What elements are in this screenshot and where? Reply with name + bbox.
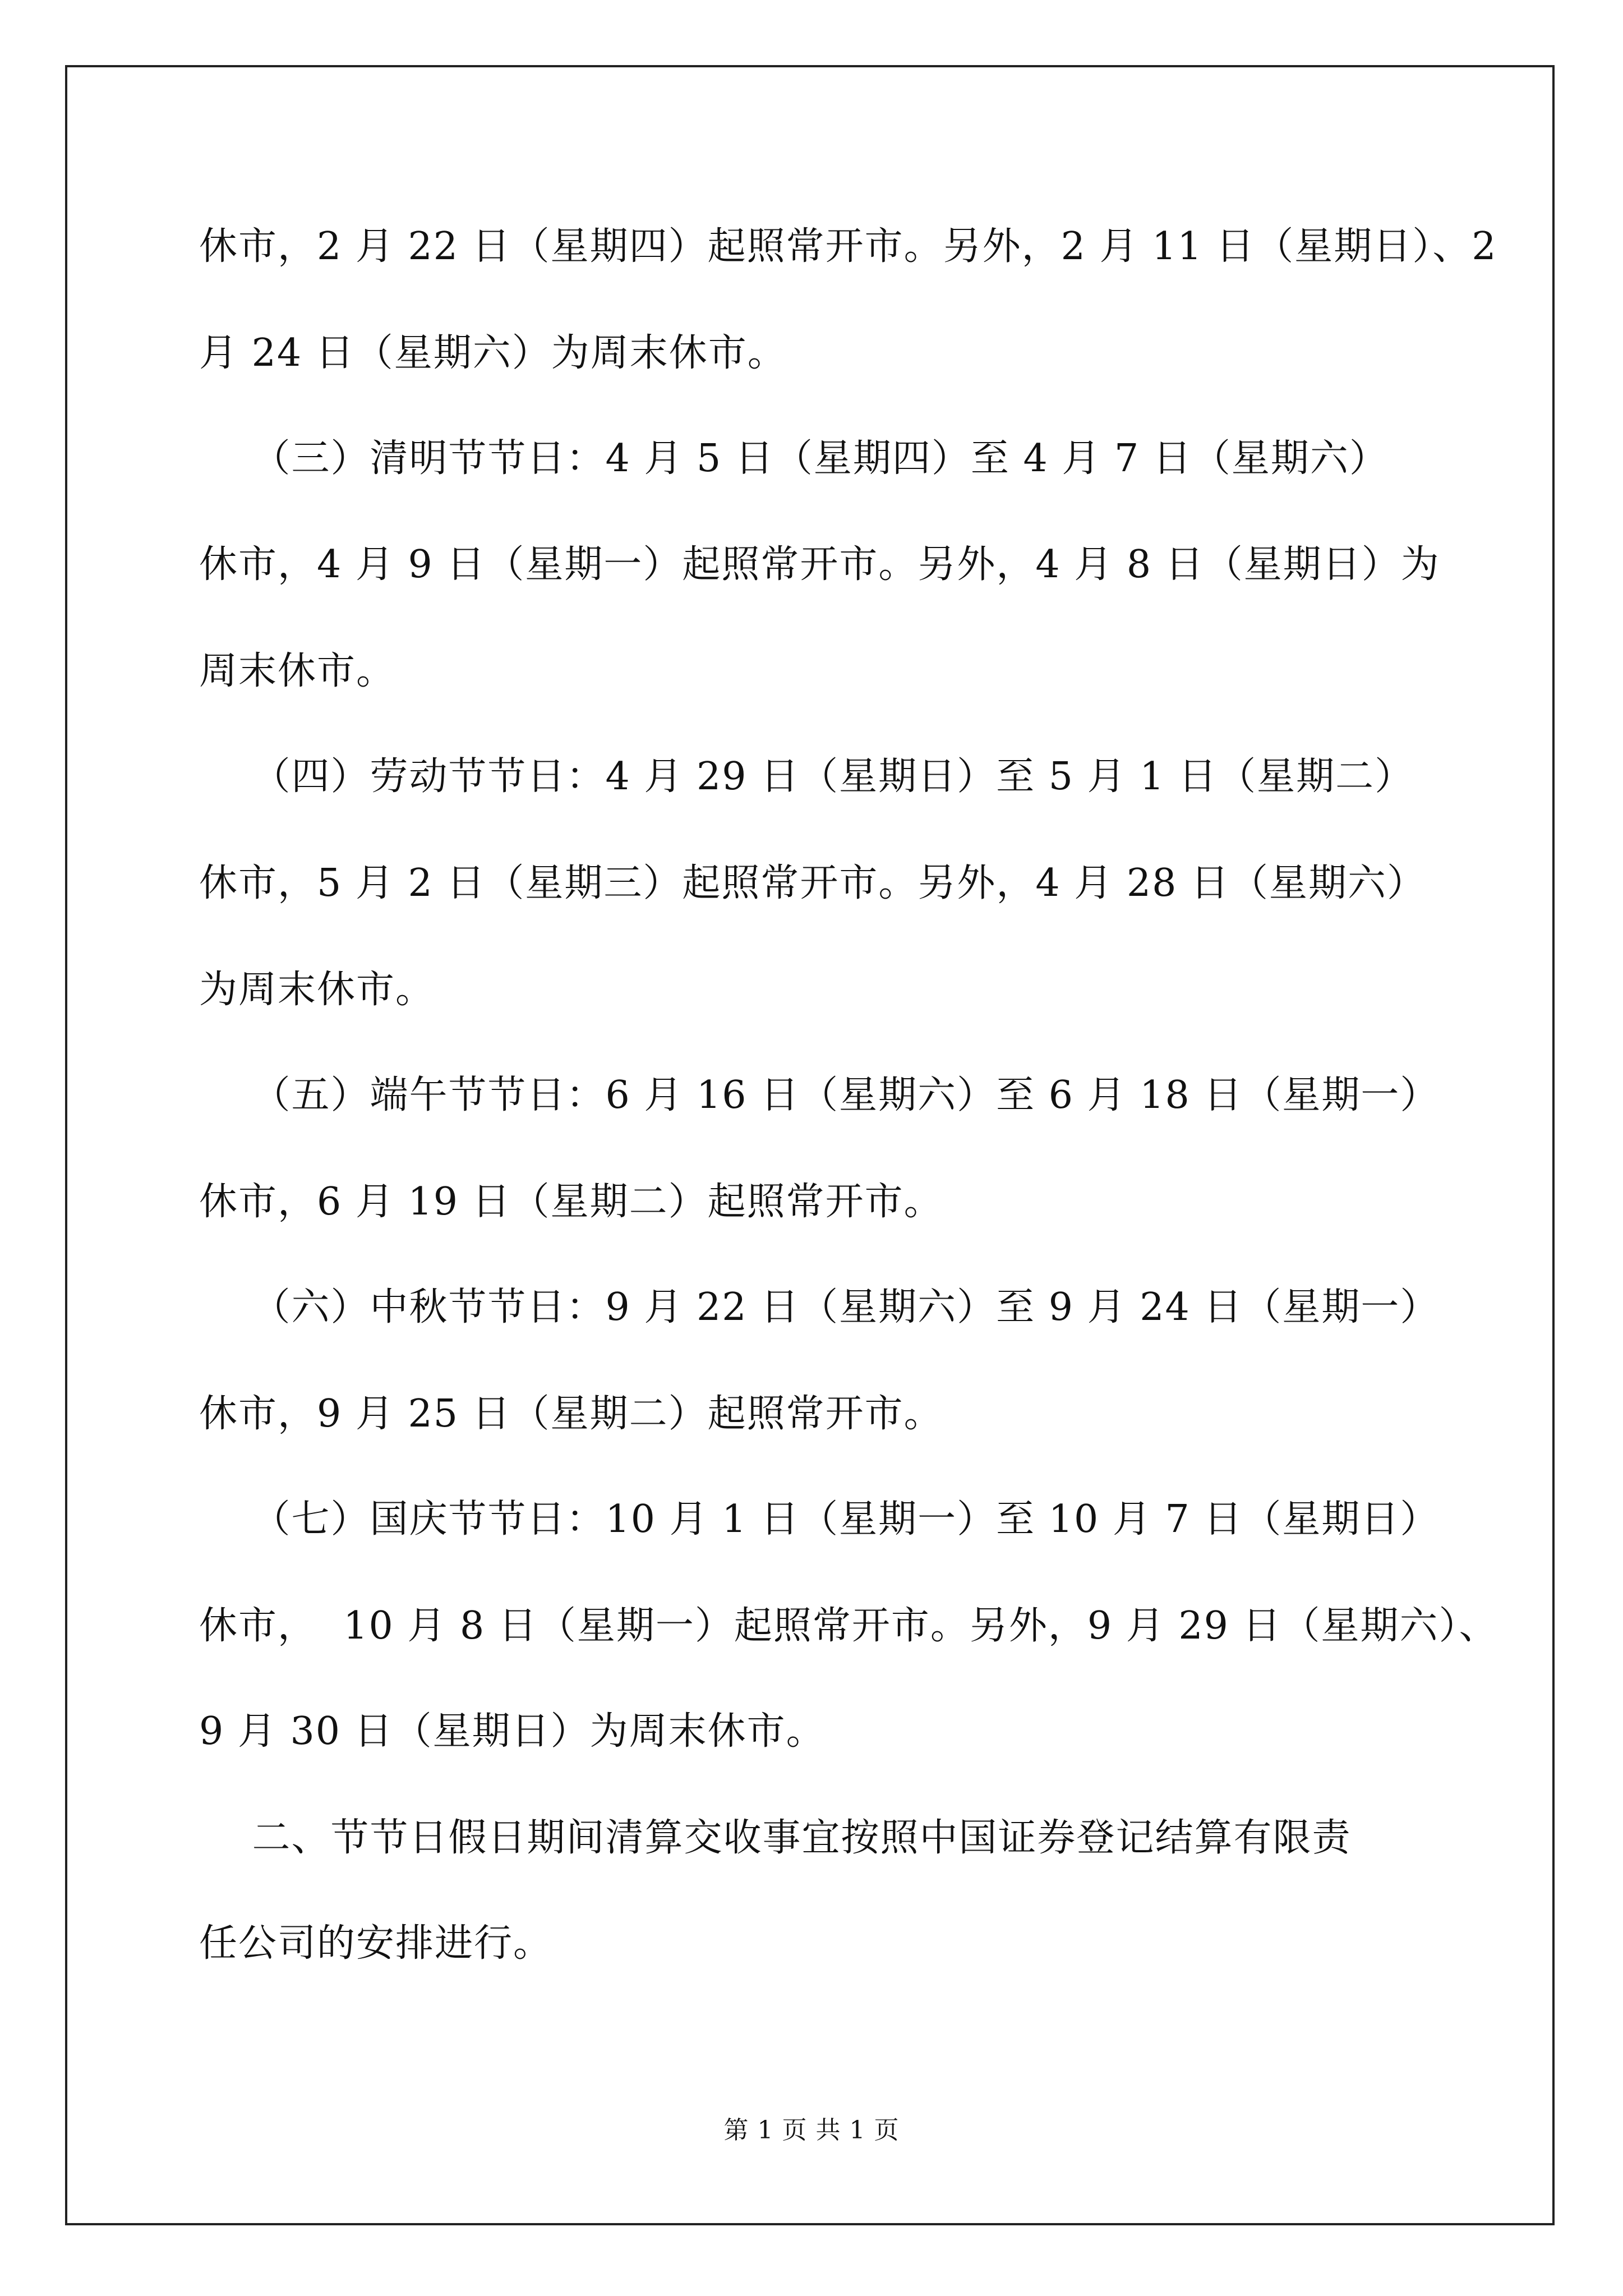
page-footer: 第 1 页 共 1 页 — [723, 2116, 900, 2145]
text-line: 任公司的安排进行。 — [199, 1921, 553, 1966]
text-line: （七）国庆节节日：10 月 1 日（星期一）至 10 月 7 日（星期日） — [199, 1497, 1440, 1542]
text-line: （五）端午节节日：6 月 16 日（星期六）至 6 月 18 日（星期一） — [199, 1073, 1440, 1117]
text-line: 休市，6 月 19 日（星期二）起照常开市。 — [199, 1180, 943, 1224]
text-line: 为周末休市。 — [199, 968, 435, 1012]
text-line: 周末休市。 — [199, 649, 396, 693]
text-line: 9 月 30 日（星期日）为周末休市。 — [199, 1709, 826, 1754]
text-line: （三）清明节节日：4 月 5 日（星期四）至 4 月 7 日（星期六） — [199, 436, 1389, 481]
page-border — [65, 65, 1555, 2225]
text-line: 休市， 10 月 8 日（星期一）起照常开市。另外，9 月 29 日（星期六）、 — [199, 1604, 1498, 1648]
text-line: 二、节节日假日期间清算交收事宜按照中国证券登记结算有限责 — [199, 1816, 1352, 1860]
text-line: （四）劳动节节日：4 月 29 日（星期日）至 5 月 1 日（星期二） — [199, 754, 1414, 799]
text-line: 休市，4 月 9 日（星期一）起照常开市。另外，4 月 8 日（星期日）为 — [199, 542, 1440, 587]
text-line: （六）中秋节节日：9 月 22 日（星期六）至 9 月 24 日（星期一） — [199, 1285, 1440, 1329]
text-line: 休市，5 月 2 日（星期三）起照常开市。另外，4 月 28 日（星期六） — [199, 861, 1427, 905]
text-line: 休市，2 月 22 日（星期四）起照常开市。另外，2 月 11 日（星期日）、2 — [199, 224, 1497, 269]
text-line: 月 24 日（星期六）为周末休市。 — [199, 331, 787, 375]
text-line: 休市，9 月 25 日（星期二）起照常开市。 — [199, 1392, 943, 1436]
